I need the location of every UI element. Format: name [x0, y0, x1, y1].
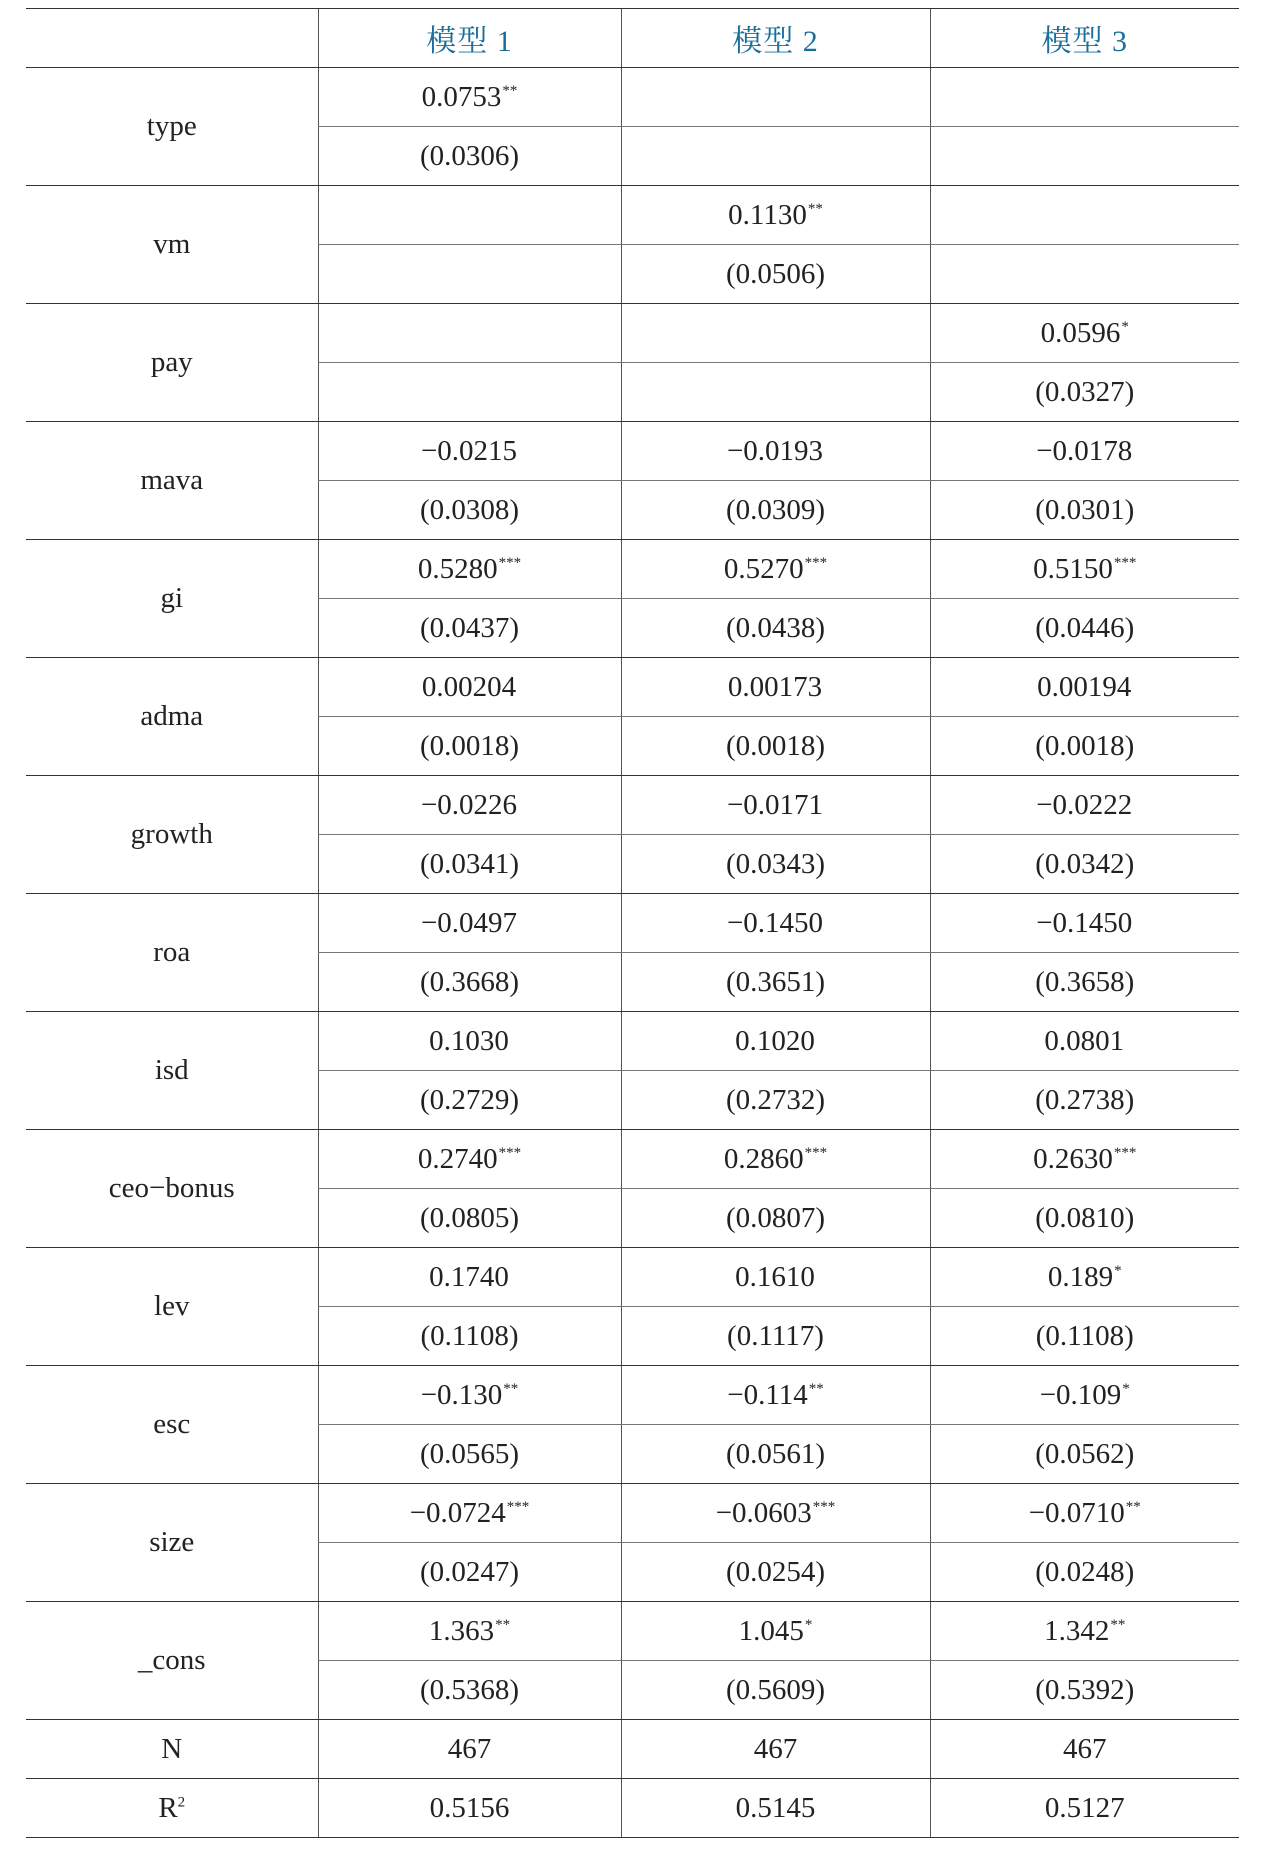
- table-row: [26, 1130, 1239, 1189]
- coefficient-cell: [930, 1602, 1239, 1661]
- coefficient-value: 0.189: [1047, 1260, 1114, 1293]
- standard-error-cell: (0.0437): [318, 599, 621, 658]
- table-row: [26, 68, 1239, 127]
- coefficient-cell: [621, 658, 930, 717]
- summary-value: 0.5145: [621, 1779, 930, 1838]
- coefficient-value: 0.00194: [1037, 670, 1132, 703]
- coefficient-cell: [621, 1248, 930, 1307]
- standard-error-cell: (0.1108): [930, 1307, 1239, 1366]
- summary-label: [26, 1779, 318, 1838]
- coefficient-cell: [930, 422, 1239, 481]
- variable-name: roa: [26, 894, 318, 1012]
- standard-error-cell: (0.5368): [318, 1661, 621, 1720]
- coefficient-value: 0.1740: [429, 1260, 509, 1293]
- coefficient-cell: [930, 776, 1239, 835]
- coefficient-cell: [318, 658, 621, 717]
- coefficient-value: 0.00204: [421, 670, 517, 703]
- coefficient-cell: [621, 776, 930, 835]
- table-row: [26, 1484, 1239, 1543]
- standard-error-cell: (0.3651): [621, 953, 930, 1012]
- standard-error-cell: (0.0254): [621, 1543, 930, 1602]
- table-row: [26, 1366, 1239, 1425]
- coefficient-cell: [621, 1130, 930, 1189]
- coefficient-cell: [621, 1366, 930, 1425]
- coefficient-cell: [930, 1366, 1239, 1425]
- coefficient-value: −0.0171: [726, 788, 824, 821]
- coefficient-cell: [318, 186, 621, 245]
- variable-name: _cons: [26, 1602, 318, 1720]
- coefficient-value: −0.0222: [1036, 788, 1133, 821]
- summary-row: [26, 1720, 1239, 1779]
- standard-error-cell: [930, 245, 1239, 304]
- coefficient-value: −0.114: [727, 1378, 808, 1411]
- coefficient-cell: [621, 894, 930, 953]
- coefficient-value: −0.1450: [1036, 906, 1133, 939]
- standard-error-cell: (0.0247): [318, 1543, 621, 1602]
- significance-stars: ***: [498, 1144, 522, 1161]
- coefficient-value: 0.2630: [1033, 1142, 1113, 1175]
- coefficient-cell: [621, 1602, 930, 1661]
- standard-error-cell: (0.0506): [621, 245, 930, 304]
- table-row: [26, 894, 1239, 953]
- significance-stars: ***: [1113, 1144, 1137, 1161]
- table-row: [26, 304, 1239, 363]
- variable-name: lev: [26, 1248, 318, 1366]
- summary-label-text: R: [158, 1791, 178, 1824]
- variable-name: adma: [26, 658, 318, 776]
- standard-error-cell: (0.0308): [318, 481, 621, 540]
- coefficient-cell: [318, 1012, 621, 1071]
- summary-value: 467: [930, 1720, 1239, 1779]
- table-row: [26, 1012, 1239, 1071]
- coefficient-value: 1.342: [1044, 1614, 1110, 1647]
- table-header-row: [26, 9, 1239, 68]
- significance-stars: *: [1122, 1380, 1130, 1397]
- table-row: [26, 1248, 1239, 1307]
- coefficient-value: −0.109: [1039, 1378, 1122, 1411]
- coefficient-value: −0.0497: [420, 906, 518, 939]
- coefficient-cell: [621, 186, 930, 245]
- summary-value: 467: [318, 1720, 621, 1779]
- standard-error-cell: (0.0807): [621, 1189, 930, 1248]
- coefficient-cell: [318, 304, 621, 363]
- coefficient-cell: [621, 1484, 930, 1543]
- coefficient-cell: [930, 894, 1239, 953]
- coefficient-value: −0.0710: [1028, 1496, 1125, 1529]
- coefficient-cell: [621, 1012, 930, 1071]
- coefficient-value: −0.0178: [1036, 434, 1133, 467]
- variable-name: mava: [26, 422, 318, 540]
- table-row: [26, 776, 1239, 835]
- coefficient-cell: [318, 422, 621, 481]
- regression-table: [26, 8, 1239, 1838]
- variable-name: growth: [26, 776, 318, 894]
- standard-error-cell: (0.3668): [318, 953, 621, 1012]
- standard-error-cell: (0.0018): [318, 717, 621, 776]
- standard-error-cell: [318, 245, 621, 304]
- coefficient-value: −0.0226: [420, 788, 518, 821]
- coefficient-value: 0.1030: [429, 1024, 509, 1057]
- standard-error-cell: (0.3658): [930, 953, 1239, 1012]
- variable-name: size: [26, 1484, 318, 1602]
- coefficient-value: −0.0193: [726, 434, 824, 467]
- coefficient-value: 0.5150: [1033, 552, 1113, 585]
- significance-stars: ***: [804, 554, 828, 571]
- standard-error-cell: (0.0805): [318, 1189, 621, 1248]
- regression-table-container: [26, 8, 1239, 1838]
- variable-name: vm: [26, 186, 318, 304]
- coefficient-value: −0.1450: [726, 906, 824, 939]
- summary-label-superscript: 2: [177, 1793, 186, 1810]
- standard-error-cell: (0.2729): [318, 1071, 621, 1130]
- coefficient-cell: [930, 1130, 1239, 1189]
- summary-row: [26, 1779, 1239, 1838]
- standard-error-cell: [930, 127, 1239, 186]
- significance-stars: **: [1110, 1616, 1126, 1633]
- significance-stars: ***: [506, 1498, 530, 1515]
- standard-error-cell: (0.0565): [318, 1425, 621, 1484]
- significance-stars: ***: [498, 554, 522, 571]
- standard-error-cell: (0.0309): [621, 481, 930, 540]
- header-model-1: 模型 1: [318, 9, 621, 68]
- coefficient-cell: [621, 422, 930, 481]
- variable-name: gi: [26, 540, 318, 658]
- standard-error-cell: (0.0342): [930, 835, 1239, 894]
- coefficient-cell: [318, 1366, 621, 1425]
- table-row: [26, 1602, 1239, 1661]
- standard-error-cell: (0.0327): [930, 363, 1239, 422]
- coefficient-cell: [318, 1602, 621, 1661]
- coefficient-value: 0.00173: [727, 670, 823, 703]
- significance-stars: **: [502, 82, 518, 99]
- significance-stars: **: [808, 1380, 824, 1397]
- variable-name: esc: [26, 1366, 318, 1484]
- standard-error-cell: (0.0018): [930, 717, 1239, 776]
- significance-stars: ***: [812, 1498, 836, 1515]
- standard-error-cell: (0.0306): [318, 127, 621, 186]
- standard-error-cell: (0.2732): [621, 1071, 930, 1130]
- table-row: [26, 540, 1239, 599]
- coefficient-value: −0.130: [420, 1378, 503, 1411]
- table-row: [26, 658, 1239, 717]
- significance-stars: *: [1121, 318, 1129, 335]
- coefficient-cell: [930, 658, 1239, 717]
- coefficient-cell: [621, 304, 930, 363]
- standard-error-cell: (0.0341): [318, 835, 621, 894]
- variable-name: type: [26, 68, 318, 186]
- coefficient-cell: [318, 1130, 621, 1189]
- standard-error-cell: [621, 127, 930, 186]
- coefficient-cell: [930, 304, 1239, 363]
- standard-error-cell: (0.0343): [621, 835, 930, 894]
- standard-error-cell: (0.5392): [930, 1661, 1239, 1720]
- coefficient-value: −0.0215: [420, 434, 518, 467]
- coefficient-cell: [621, 540, 930, 599]
- significance-stars: *: [1114, 1262, 1122, 1279]
- coefficient-value: 0.5270: [723, 552, 804, 585]
- table-body: [26, 68, 1239, 1838]
- coefficient-value: 0.2860: [723, 1142, 804, 1175]
- standard-error-cell: (0.1117): [621, 1307, 930, 1366]
- coefficient-cell: [930, 1248, 1239, 1307]
- standard-error-cell: (0.2738): [930, 1071, 1239, 1130]
- coefficient-cell: [318, 776, 621, 835]
- standard-error-cell: (0.1108): [318, 1307, 621, 1366]
- coefficient-value: 0.2740: [417, 1142, 498, 1175]
- summary-value: 0.5156: [318, 1779, 621, 1838]
- standard-error-cell: (0.0018): [621, 717, 930, 776]
- coefficient-cell: [318, 1248, 621, 1307]
- header-model-2: 模型 2: [621, 9, 930, 68]
- standard-error-cell: [318, 363, 621, 422]
- coefficient-cell: [318, 540, 621, 599]
- standard-error-cell: [621, 363, 930, 422]
- coefficient-cell: [621, 68, 930, 127]
- significance-stars: **: [807, 200, 823, 217]
- coefficient-cell: [318, 894, 621, 953]
- coefficient-value: 0.1610: [735, 1260, 815, 1293]
- variable-name: isd: [26, 1012, 318, 1130]
- coefficient-value: −0.0724: [409, 1496, 506, 1529]
- coefficient-value: 0.0596: [1040, 316, 1121, 349]
- summary-label-text: N: [161, 1732, 183, 1765]
- coefficient-cell: [318, 1484, 621, 1543]
- coefficient-cell: [930, 186, 1239, 245]
- coefficient-cell: [930, 1484, 1239, 1543]
- coefficient-value: 0.0801: [1044, 1024, 1125, 1057]
- coefficient-value: 1.045: [738, 1614, 804, 1647]
- significance-stars: **: [495, 1616, 511, 1633]
- coefficient-cell: [930, 540, 1239, 599]
- standard-error-cell: (0.0446): [930, 599, 1239, 658]
- standard-error-cell: (0.0562): [930, 1425, 1239, 1484]
- coefficient-cell: [318, 68, 621, 127]
- table-row: [26, 186, 1239, 245]
- standard-error-cell: (0.0301): [930, 481, 1239, 540]
- coefficient-value: −0.0603: [715, 1496, 812, 1529]
- table-row: [26, 422, 1239, 481]
- coefficient-value: 1.363: [428, 1614, 495, 1647]
- significance-stars: *: [804, 1616, 813, 1633]
- significance-stars: **: [1125, 1498, 1141, 1515]
- coefficient-value: 0.0753: [421, 80, 502, 113]
- standard-error-cell: (0.5609): [621, 1661, 930, 1720]
- coefficient-value: 0.1130: [728, 198, 807, 231]
- significance-stars: **: [503, 1380, 519, 1397]
- significance-stars: ***: [804, 1144, 828, 1161]
- coefficient-cell: [930, 68, 1239, 127]
- variable-name: ceo−bonus: [26, 1130, 318, 1248]
- coefficient-value: 0.1020: [735, 1024, 815, 1057]
- standard-error-cell: (0.0438): [621, 599, 930, 658]
- coefficient-value: 0.5280: [417, 552, 498, 585]
- summary-label: [26, 1720, 318, 1779]
- standard-error-cell: (0.0248): [930, 1543, 1239, 1602]
- header-blank: [26, 9, 318, 68]
- header-model-3: 模型 3: [930, 9, 1239, 68]
- coefficient-cell: [930, 1012, 1239, 1071]
- variable-name: pay: [26, 304, 318, 422]
- significance-stars: ***: [1113, 554, 1137, 571]
- summary-value: 0.5127: [930, 1779, 1239, 1838]
- summary-value: 467: [621, 1720, 930, 1779]
- standard-error-cell: (0.0810): [930, 1189, 1239, 1248]
- standard-error-cell: (0.0561): [621, 1425, 930, 1484]
